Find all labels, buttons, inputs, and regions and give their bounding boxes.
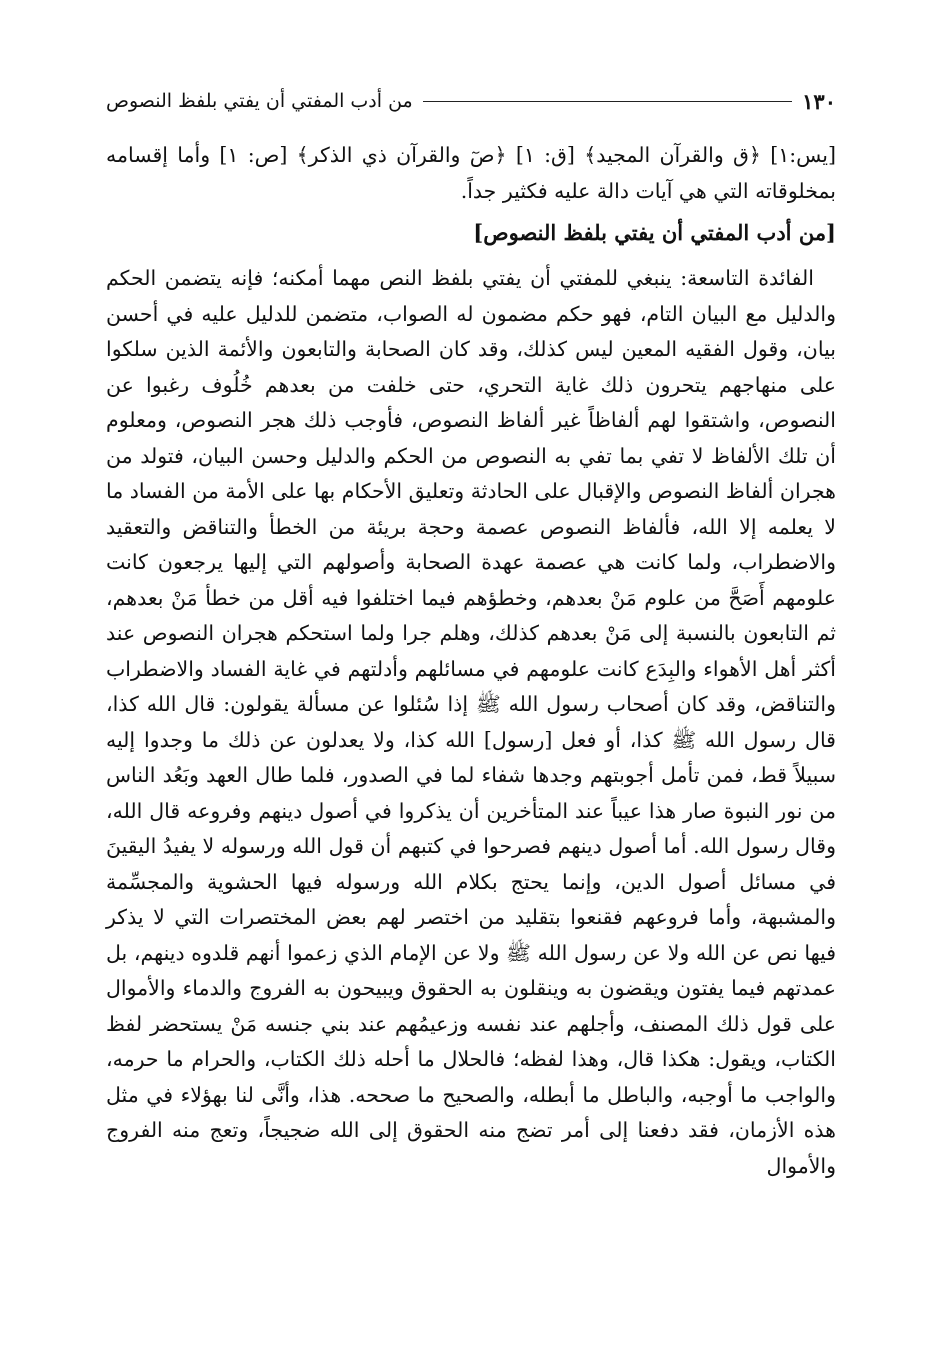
page-header xyxy=(106,86,836,116)
header-rule xyxy=(423,101,792,102)
section-heading: [من أدب المفتي أن يفتي بلفظ النصوص] xyxy=(473,220,836,245)
page-number: ١٣٠ xyxy=(802,88,836,114)
page-body xyxy=(106,138,836,1184)
body-paragraph: الفائدة التاسعة: ينبغي للمفتي أن يفتي بلفظ النص مهما أمكنه؛ فإنه يتضمن الحكم والدليل مع البيان التام، فهو حكم مضمون له الصواب، متضمن للدليل عليه في أحسن بيان، وقول الفقيه المعين ليس كذلك، وقد كان الصحابة والتابعون والأئمة الذين سلكوا على منهاجهم يتحرون ذلك غاية التحري، حتى خلفت من بعدهم خُلُوف رغبوا عن النصوص، واشتقوا لهم ألفاظاً غير ألفاظ النصوص، فأوجب ذلك هجر النصوص، ومعلوم أن تلك الألفاظ لا تفي بما تفي به النصوص من الحكم والدليل وحسن البيان، فتولد من هجران ألفاظ النصوص والإقبال على الحادثة وتعليق الأحكام بها على الأمة من الفساد ما لا يعلمه إلا الله، فألفاظ النصوص عصمة وحجة بريئة من الخطأ والتناقض والتعقيد والاضطراب، ولما كانت هي عصمة عهدة الصحابة وأصولهم التي إليها يرجعون كانت علومهم أَصَحَّ من علوم مَنْ بعدهم، وخطؤهم فيما اختلفوا فيه أقل من خطأ مَنْ بعدهم، ثم التابعون بالنسبة إلى مَنْ بعدهم كذلك، وهلم جرا ولما استحكم هجران النصوص عند أكثر أهل الأهواء والبِدَع كانت علومهم في مسائلهم وأدلتهم في غاية الفساد والاضطراب والتناقض، وقد كان أصحاب رسول الله ﷺ إذا سُئلوا عن مسألة يقولون: قال الله كذا، قال رسول الله ﷺ كذا، أو فعل [رسول] الله كذا، ولا يعدلون عن ذلك ما وجدوا إليه سبيلاً قط، فمن تأمل أجوبتهم وجدها شفاء لما في الصدور، فلما طال العهد وبَعُد الناس من نور النبوة صار هذا عيباً عند المتأخرين أن يذكروا في أصول دينهم وفروعه قال الله، وقال رسول الله. أما أصول دينهم فصرحوا في كتبهم أن قول الله ورسوله لا يفيدُ اليقينَ في مسائل أصول الدين، وإنما يحتج بكلام الله ورسوله فيها الحشوية والمجسِّمة والمشبهة، وأما فروعهم فقنعوا بتقليد من اختصر لهم بعض المختصرات التي لا يذكر فيها نص عن الله ولا عن رسول الله ﷺ ولا عن الإمام الذي زعموا أنهم قلدوه دينهم، بل عمدتهم فيما يفتون ويقضون به وينقلون به الحقوق ويبيحون به الفروج والدماء والأموال على قول ذلك المصنف، وأجلهم عند نفسه وزعيمُهم عند بني جنسه مَنْ يستحضر لفظ الكتاب، ويقول: هكذا قال، وهذا لفظه؛ فالحلال ما أحله ذلك الكتاب، والحرام ما حرمه، والواجب ما أوجبه، والباطل ما أبطله، والصحيح ما صححه. هذا، وأنَّى لنا بهؤلاء في مثل هذه الأزمان، فقد دفعنا إلى أمر تضج منه الحقوق إلى الله ضجيجاً، وتعج منه الفروج والأموال xyxy=(106,266,836,1178)
intro-text: [يس:١] ﴿ق والقرآن المجيد﴾ [ق: ١] ﴿صٓ والقرآن ذي الذكر﴾ [ص: ١] وأما إقسامه بمخلوقاته التي هي آيات دالة عليه فكثير جداً. xyxy=(106,143,836,203)
running-title: من أدب المفتي أن يفتي بلفظ النصوص xyxy=(106,90,413,112)
